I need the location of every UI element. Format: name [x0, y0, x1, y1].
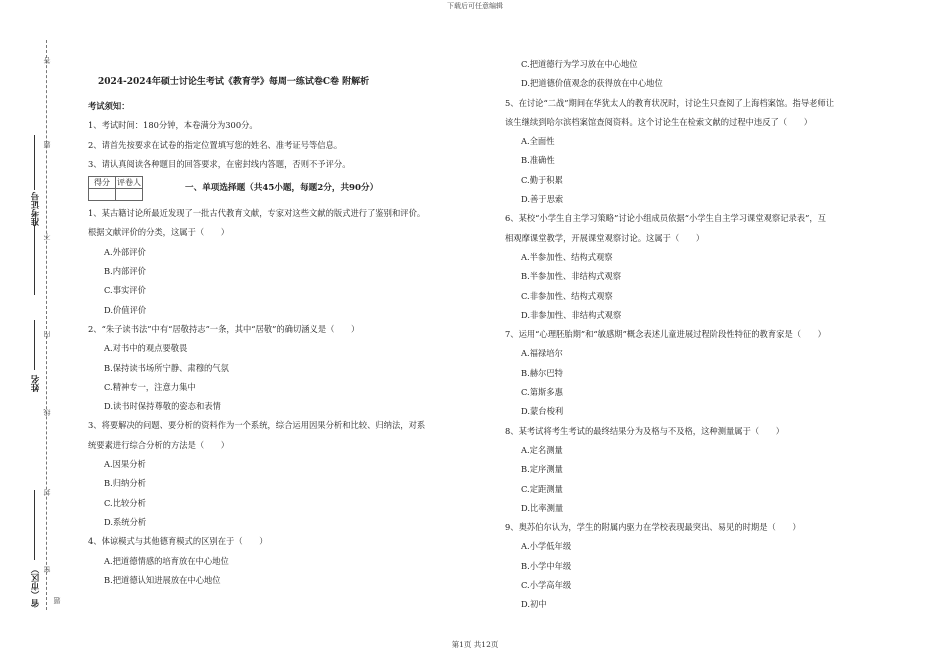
answer-option: D.读书时保持尊敬的姿态和表情	[104, 401, 221, 412]
notice-item: 1、考试时间：180分钟，本卷满分为300分。	[88, 120, 258, 131]
answer-option: D.系统分析	[104, 516, 147, 527]
answer-option: A.定名测量	[521, 444, 563, 455]
question-line: 1、某古籍讨论所最近发现了一批古代教育文献，专家对这些文献的版式进行了鉴别和评价。	[88, 208, 426, 219]
seal-char: 密	[43, 565, 51, 573]
seal-dashed-line	[46, 40, 47, 610]
question-line: 7、运用“心理胚胎期”和“敏感期”概念表述儿童进展过程阶段性特征的教育家是（ ）	[505, 329, 826, 340]
score-cell	[89, 188, 116, 200]
answer-option: C.比较分析	[104, 497, 146, 508]
answer-option: C.非参加性、结构式观察	[521, 290, 613, 301]
answer-option: C.勤于积累	[521, 174, 563, 185]
question-line: 6、某校“小学生自主学习策略”讨论小组成员依据“小学生自主学习课堂观察记录表”，互	[505, 213, 826, 224]
answer-option: B.归纳分析	[104, 478, 146, 489]
answer-option: D.初中	[521, 599, 547, 610]
seal-char: 内	[43, 330, 51, 338]
score-label: 得分	[89, 176, 116, 188]
question-line: 该生继续到哈尔滨档案馆查阅资料。这个讨论生在检索文献的过程中违反了（ ）	[505, 116, 812, 127]
question-line: 统要素进行综合分析的方法是（ ）	[88, 439, 230, 450]
answer-option: A.因果分析	[104, 459, 146, 470]
seal-char: 题	[43, 140, 51, 148]
left-column	[88, 70, 493, 590]
seal-char: 不	[43, 232, 51, 240]
paper-title: 2024-2024年硕士讨论生考试《教育学》每周一练试卷C卷 附解析	[98, 77, 370, 87]
page-footer: 第1页 共12页	[451, 640, 499, 649]
province-label: 省（市区）	[31, 565, 41, 608]
seal-char: 封	[43, 488, 51, 496]
name-label: 姓名	[31, 375, 41, 392]
question-line: 3、将要解决的问题、要分析的资料作为一个系统，综合运用因果分析和比较、归纳法，对系	[88, 420, 426, 431]
right-column	[505, 55, 915, 615]
answer-option: D.蒙台梭利	[521, 406, 564, 417]
notice-item: 3、请认真阅读各种题目的回答要求，在密封线内答题，否则不予评分。	[88, 158, 351, 169]
answer-option: B.把道德认知进展放在中心地位	[104, 574, 221, 585]
exam-no-line	[34, 135, 35, 190]
seal-char: 线	[43, 408, 51, 416]
exam-no-label: 准考证号	[31, 192, 41, 226]
grader-label: 评卷人	[117, 177, 141, 187]
answer-option: A.全面性	[521, 136, 555, 147]
question-line: 4、体谅模式与其他德育模式的区别在于（ ）	[88, 536, 268, 547]
answer-option: C.定距测量	[521, 483, 563, 494]
binding-strip	[0, 0, 70, 671]
grader-cell	[116, 188, 143, 200]
answer-option: D.把道德价值观念的获得放在中心地位	[521, 78, 663, 89]
answer-option: B.定序测量	[521, 464, 563, 475]
notice-item: 2、请首先按要求在试卷的指定位置填写您的姓名、准考证号等信息。	[88, 139, 343, 150]
question-line: 9、奥苏伯尔认为，学生的附属内驱力在学校表现最突出、易见的时期是（ ）	[505, 522, 801, 533]
exam-no-line-lower	[34, 225, 35, 295]
question-line: 8、某考试将考生考试的最终结果分为及格与不及格，这种测量属于（ ）	[505, 425, 785, 436]
answer-option: A.小学低年级	[521, 541, 572, 552]
question-line: 2、“朱子读书法”中有“居敬持志”一条，其中“居敬”的确切涵义是（ ）	[88, 323, 360, 334]
answer-option: D.善于思索	[521, 194, 564, 205]
province-line	[34, 490, 35, 560]
answer-option: D.价值评价	[104, 304, 147, 315]
answer-option: C.第斯多惠	[521, 387, 563, 398]
answer-option: C.精神专一，注意力集中	[104, 381, 196, 392]
answer-option: B.小学中年级	[521, 560, 572, 571]
answer-option: A.福禄培尔	[521, 348, 563, 359]
seal-char: 答	[43, 56, 51, 64]
answer-option: A.对书中的观点要敬畏	[104, 343, 188, 354]
question-line: 相观摩课堂教学，开展课堂观察讨论。这属于（ ）	[505, 232, 705, 243]
name-line	[34, 320, 35, 370]
answer-option: B.半参加性、非结构式观察	[521, 271, 622, 282]
answer-option: A.把道德情感的培育放在中心地位	[104, 555, 229, 566]
question-line: 根据文献评价的分类，这属于（ ）	[88, 227, 230, 238]
answer-option: B.保持读书场所宁静、肃穆的气氛	[104, 362, 229, 373]
answer-option: A.外部评价	[104, 246, 146, 257]
seal-char: 题	[53, 596, 61, 604]
score-box	[88, 176, 143, 201]
answer-option: C.事实评价	[104, 285, 146, 296]
answer-option: D.非参加性、非结构式观察	[521, 309, 622, 320]
answer-option: B.内部评价	[104, 266, 146, 277]
question-line: 5、在讨论“二战”期间在华犹太人的教育状况时，讨论生只查阅了上海档案馆。指导老师让	[505, 97, 835, 108]
score-row	[88, 176, 493, 200]
answer-option: A.半参加性、结构式观察	[521, 251, 613, 262]
answer-option: C.小学高年级	[521, 580, 572, 591]
notice-heading: 考试须知：	[88, 101, 130, 111]
top-note: 下载后可任意编辑	[447, 2, 503, 10]
section-title: 一、单项选择题（共45小题，每题2分，共90分）	[185, 182, 379, 193]
answer-option: C.把道德行为学习放在中心地位	[521, 59, 638, 69]
answer-option: B.赫尔巴特	[521, 367, 563, 378]
answer-option: D.比率测量	[521, 502, 564, 513]
answer-option: B.准确性	[521, 155, 555, 166]
